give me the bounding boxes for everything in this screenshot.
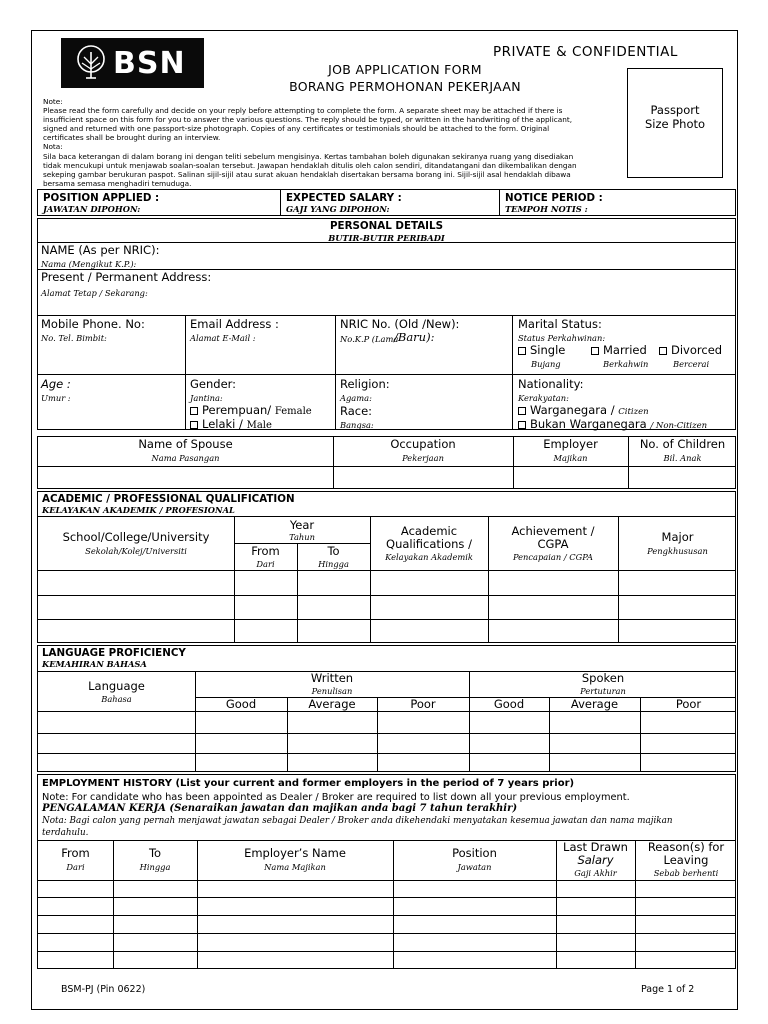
occupation-header-my: Pekerjaan — [402, 453, 444, 463]
gender-label: Gender: — [190, 377, 237, 391]
to-header: To — [327, 544, 340, 558]
expected-salary-my: GAJI YANG DIPOHON: — [286, 204, 390, 214]
tree-icon — [75, 44, 107, 82]
email-label-my: Alamat E-Mail : — [190, 333, 256, 343]
nric-label: NRIC No. (Old /New): — [340, 317, 460, 331]
email-label: Email Address : — [190, 317, 279, 331]
nationality-label-my: Kerakyatan: — [518, 393, 569, 403]
year-header-my: Tahun — [289, 532, 315, 542]
academic-title: ACADEMIC / PROFESSIONAL QUALIFICATION — [42, 493, 295, 505]
from-header-my: Dari — [256, 559, 275, 569]
employer-header-my: Majikan — [553, 453, 588, 463]
school-header-my: Sekolah/Kolej/Universiti — [85, 546, 187, 556]
written-poor: Poor — [410, 697, 436, 711]
noncitizen-checkbox[interactable] — [518, 421, 526, 429]
reason-header-my: Sebab berhenti — [653, 868, 719, 878]
notice-period-label: NOTICE PERIOD : — [505, 192, 603, 204]
salary-header-my: Gaji Akhir — [574, 868, 617, 878]
page-number: Page 1 of 2 — [641, 984, 695, 995]
reason-header-1: Reason(s) for — [647, 840, 725, 854]
children-header: No. of Children — [639, 437, 726, 451]
language-table — [37, 645, 736, 772]
qualification-header-my: Kelayakan Akademik — [385, 552, 473, 562]
female-option[interactable] — [190, 404, 312, 418]
spoken-header: Spoken — [581, 671, 625, 685]
nationality-label: Nationality: — [518, 377, 584, 391]
note-line: insufficient space on this form for you to answer the various questions. The reply should be typed, or written in the handwriting of the applicant, — [43, 115, 573, 125]
single-label-my: Bujang — [531, 359, 561, 369]
married-label-my: Berkahwin — [603, 359, 649, 369]
noncitizen-label: Bukan Warganegara — [530, 417, 647, 431]
employment-table — [37, 774, 736, 969]
race-label: Race: — [340, 404, 373, 418]
employer-name-header-my: Nama Majikan — [264, 862, 326, 872]
nota-line: Sila baca keterangan di dalam borang ini dengan teliti sebelum mengisinya. Kertas tambahan boleh digunakan sekiranya ruang yang disediakan — [43, 151, 574, 161]
note-label: Note: — [43, 97, 63, 106]
emp-position-header-my: Jawatan — [457, 862, 492, 872]
employer-name-header: Employer’s Name — [244, 846, 346, 860]
gender-label-my: Jantina: — [190, 393, 223, 403]
spoken-average: Average — [570, 697, 619, 711]
personal-details-title: PERSONAL DETAILS — [330, 220, 443, 232]
occupation-header: Occupation — [390, 437, 456, 451]
mobile-label: Mobile Phone. No: — [41, 317, 145, 331]
academic-title-my: KELAYAKAN AKADEMIK / PROFESIONAL — [42, 505, 235, 515]
divorced-label: Divorced — [671, 343, 723, 357]
salary-header-2: Salary — [577, 853, 614, 867]
male-option[interactable] — [190, 418, 272, 432]
name-label: NAME (As per NRIC): — [41, 243, 160, 257]
nric-label-my-2: /Baru): — [394, 330, 435, 344]
written-header-my: Penulisan — [311, 686, 353, 696]
age-label: Age : — [41, 377, 71, 391]
passport-photo-box[interactable] — [627, 68, 723, 178]
photo-label-2: Size Photo — [644, 117, 706, 131]
emp-from-header-my: Dari — [66, 862, 85, 872]
achievement-header-my: Pencapaian / CGPA — [512, 552, 594, 562]
citizen-checkbox[interactable] — [518, 407, 526, 415]
age-label-my: Umur : — [41, 393, 71, 403]
written-good: Good — [225, 697, 257, 711]
qualification-header-1: Academic — [400, 524, 458, 538]
married-option[interactable] — [591, 344, 647, 357]
marital-label: Marital Status: — [518, 317, 602, 331]
spouse-name-header: Name of Spouse — [138, 437, 233, 451]
married-checkbox[interactable] — [591, 347, 599, 355]
marital-label-my: Status Perkahwinan: — [518, 333, 606, 343]
spoken-good: Good — [493, 697, 525, 711]
photo-label-1: Passport — [650, 103, 700, 117]
employment-title-my: PENGALAMAN KERJA (Senaraikan jawatan dan majikan anda bagi 7 tahun terakhir) — [42, 803, 518, 814]
salary-header-1: Last Drawn — [563, 840, 628, 854]
from-header: From — [251, 544, 280, 558]
noncitizen-option[interactable] — [518, 418, 707, 433]
noncitizen-label-en: / Non-Citizen — [650, 421, 708, 431]
female-label-en: Female — [274, 406, 312, 417]
year-header: Year — [289, 518, 315, 532]
position-applied-label: POSITION APPLIED : — [43, 192, 160, 204]
male-checkbox[interactable] — [190, 421, 198, 429]
female-checkbox[interactable] — [190, 407, 198, 415]
citizen-label: Warganegara / — [530, 403, 615, 417]
nric-label-my: No.K.P (Lama — [340, 334, 399, 344]
position-row — [37, 189, 736, 216]
form-code: BSM-PJ (Pin 0622) — [61, 984, 146, 995]
notice-period-my: TEMPOH NOTIS : — [505, 204, 588, 214]
note-line: signed and returned with one passport-size photograph. Copies of any certificates or testimonials should be attached to the form. Original — [43, 124, 550, 134]
achievement-header-1: Achievement / — [511, 524, 595, 538]
emp-to-header-my: Hingga — [139, 862, 171, 872]
religion-label: Religion: — [340, 377, 390, 391]
mobile-label-my: No. Tel. Bimbit: — [41, 333, 107, 343]
form-title-my: BORANG PERMOHONAN PEKERJAAN — [289, 79, 521, 94]
language-title-my: KEMAHIRAN BAHASA — [42, 659, 147, 669]
single-label: Single — [530, 343, 566, 357]
to-header-my: Hingga — [318, 559, 349, 569]
note-en — [43, 97, 577, 188]
single-checkbox[interactable] — [518, 347, 526, 355]
nota-line: sekeping gambar berukuran paspot. Salinan sijil-sijil atau surat akuan hendaklah disertakan bersama borang ini. Sijil-sijil asal hendaklah dibawa — [43, 169, 571, 179]
logo-text: BSN — [113, 46, 186, 81]
expected-salary-label: EXPECTED SALARY : — [286, 192, 402, 204]
major-header: Major — [661, 530, 694, 544]
nota-line: tidak mencukupi untuk menjawab soalan-soalan tersebut. Jawapan hendaklah ditulis oleh calon sendiri, ditandatangani dan dikembalikan dengan — [43, 160, 577, 170]
divorced-option[interactable] — [659, 344, 722, 357]
note-line: Please read the form carefully and decide on your reply before attempting to complete the form. A separate sheet may be attached if there is — [43, 106, 563, 116]
form-title-en: JOB APPLICATION FORM — [328, 62, 482, 77]
written-average: Average — [308, 697, 356, 711]
race-label-my: Bangsa: — [340, 420, 374, 430]
emp-position-header: Position — [452, 846, 497, 860]
note-line: certificates shall be brought during an interview. — [43, 133, 221, 143]
language-title: LANGUAGE PROFICIENCY — [42, 647, 186, 659]
citizen-label-en: Citizen — [618, 407, 649, 417]
employment-note-my-1: Nota: Bagi calon yang pernah menjawat jawatan sebagai Dealer / Broker anda dikehendaki menyatakan kesemua jawatan dan nama majikan — [42, 816, 673, 826]
nota-line: bersama semasa menghadiri temuduga. — [43, 178, 192, 188]
achievement-header-2: CGPA — [537, 537, 569, 551]
address-label: Present / Permanent Address: — [41, 270, 212, 284]
employment-note: Note: For candidate who has been appointed as Dealer / Broker are required to list down all your previous employment. — [42, 792, 630, 803]
spoken-poor: Poor — [675, 697, 702, 711]
name-label-my: Nama (Mengikut K.P.): — [41, 259, 137, 269]
academic-table — [37, 491, 736, 643]
spouse-table — [37, 436, 736, 489]
single-option[interactable] — [518, 344, 565, 357]
emp-to-header: To — [148, 846, 162, 860]
written-header: Written — [310, 671, 354, 685]
personal-details-title-my: BUTIR-BUTIR PERIBADI — [328, 233, 445, 243]
emp-from-header: From — [61, 846, 90, 860]
employment-title: EMPLOYMENT HISTORY (List your current and former employers in the period of 7 years prior) — [42, 778, 575, 789]
employer-header: Employer — [543, 437, 598, 451]
reason-header-2: Leaving — [663, 853, 709, 867]
male-label-en: Male — [246, 420, 272, 431]
nota-label: Nota: — [43, 142, 63, 152]
spouse-name-header-my: Nama Pasangan — [151, 453, 220, 463]
language-header: Language — [88, 679, 145, 693]
married-label: Married — [603, 343, 647, 357]
bsn-logo — [61, 38, 204, 88]
divorced-label-my: Bercerai — [673, 359, 710, 369]
female-label: Perempuan/ — [202, 403, 272, 417]
spoken-header-my: Pertuturan — [580, 686, 626, 696]
children-header-my: Bil. Anak — [663, 453, 702, 463]
employment-note-my-2: terdahulu. — [42, 828, 89, 838]
major-header-my: Pengkhususan — [647, 546, 708, 556]
divorced-checkbox[interactable] — [659, 347, 667, 355]
personal-details-section — [37, 218, 736, 430]
position-applied-my: JAWATAN DIPOHON: — [43, 204, 141, 214]
school-header: School/College/University — [62, 530, 210, 544]
religion-label-my: Agama: — [340, 393, 372, 403]
language-header-my: Bahasa — [101, 694, 132, 704]
confidential-label: PRIVATE & CONFIDENTIAL — [493, 44, 678, 60]
male-label: Lelaki / — [202, 417, 243, 431]
address-label-my: Alamat Tetap / Sekarang: — [41, 288, 148, 298]
qualification-header-2: Qualifications / — [386, 537, 472, 551]
